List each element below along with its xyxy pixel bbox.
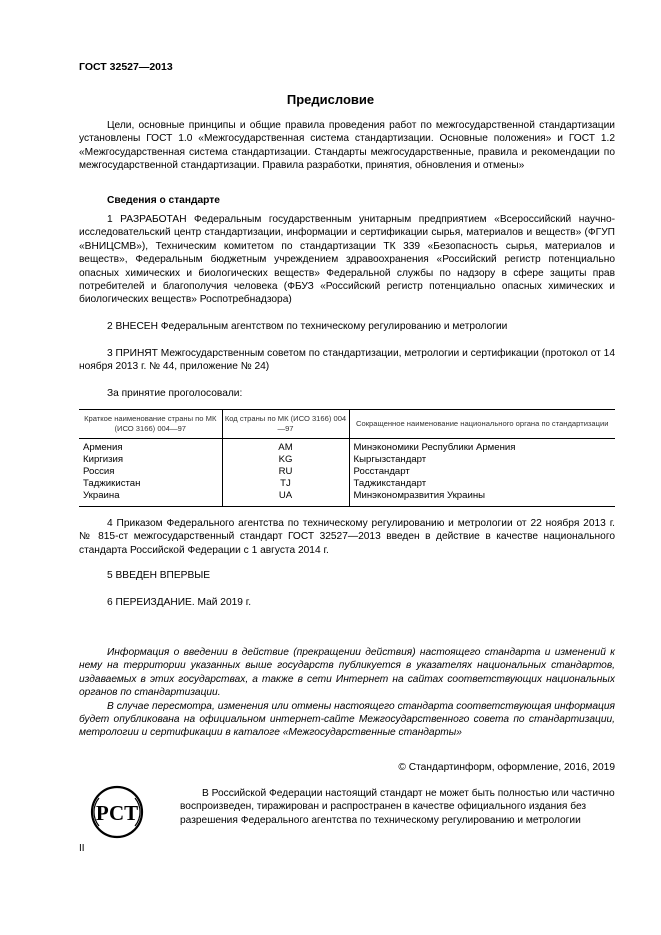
document-code: ГОСТ 32527—2013 — [79, 61, 173, 73]
country-name: Украина — [79, 490, 222, 507]
table-row — [79, 454, 615, 466]
table-row — [79, 466, 615, 478]
country-name: Таджикистан — [83, 478, 141, 489]
rst-logo-icon — [79, 784, 155, 840]
page-number: II — [79, 843, 85, 854]
item-1-text: 1 РАЗРАБОТАН Федеральным государственным унитарным предприятием «Всероссийский научно-исследовательский центр стандартизации, информации и сертификации сырья, материалов и веществ» (ФГУП «ВНИЦСМВ»), Техническим комитетом по стандартизации ТК 339 «Безопасность сырья, материалов и веществ», Федеральным бюджетным учреждением здравоохранения «Российский регистр потенциально опасных химических и биологических веществ» Федеральной службы по надзору в сфере защиты прав потребителей и благополучия человека (ФБУЗ «Российский регистр потенциально опасных химических и биологических веществ» Роспотребнадзора) — [79, 214, 615, 306]
country-code: TJ — [222, 478, 349, 490]
item-2 — [79, 320, 615, 333]
intro-paragraph — [79, 119, 615, 173]
item-1 — [79, 213, 615, 307]
info-note-2: В случае пересмотра, изменения или отмены настоящего стандарта соответствующая информация будет опубликована на официальном интернет-сайте Межгосударственного совета по стандартизации, метрологии и сертификации в каталоге «Межгосударственные стандарты» — [79, 700, 615, 739]
item-3-text: 3 ПРИНЯТ Межгосударственным советом по стандартизации, метрологии и сертификации (протокол от 14 ноября 2013 г. № 44, приложение № 24) — [79, 348, 615, 373]
country-code: AM — [222, 439, 349, 455]
header-national-body: Сокращенное наименование национального органа по стандартизации — [349, 410, 615, 439]
table-row — [79, 478, 615, 490]
national-body: Минэкономразвития Украины — [349, 490, 615, 507]
page-title: Предисловие — [286, 92, 375, 107]
vote-intro-text: За принятие проголосовали: — [107, 388, 243, 399]
item-3 — [79, 347, 615, 374]
vote-table — [79, 409, 615, 507]
info-notes — [79, 646, 615, 740]
table-row — [79, 490, 615, 507]
vote-table-header — [79, 410, 615, 439]
country-name: Россия — [83, 466, 115, 477]
country-code: KG — [222, 454, 349, 466]
info-note-1: Информация о введении в действие (прекращении действия) настоящего стандарта и изменений к нему на территории указанных выше государств публикуется в указателях национальных стандартов, издаваемых в этих государствах, а также в сети Интернет на сайтах соответствующих национальных органов по стандартизации. — [79, 647, 615, 699]
national-body: Росстандарт — [349, 466, 615, 478]
item-6-text: 6 ПЕРЕИЗДАНИЕ. Май 2019 г. — [107, 597, 252, 608]
country-name: Киргизия — [83, 454, 124, 465]
item-4-text: 4 Приказом Федерального агентства по техническому регулированию и метрологии от 22 ноября 2013 г. № 815-ст межгосударственный стандарт ГОСТ 32527—2013 введен в действие в качестве национального стандарта Российской Федерации с 1 августа 2014 г. — [79, 518, 615, 556]
item-5-text: 5 ВВЕДЕН ВПЕРВЫЕ — [107, 570, 211, 581]
reproduction-notice-text: В Российской Федерации настоящий стандарт не может быть полностью или частично воспроизведен, тиражирован и распространен в качестве официального издания без разрешения Федерального агентства по техническому регулированию и метрологии — [180, 788, 615, 826]
standard-info-heading: Сведения о стандарте — [107, 195, 220, 206]
item-5 — [79, 569, 615, 582]
header-country-name: Краткое наименование страны по МК (ИСО 3166) 004—97 — [79, 410, 222, 439]
country-code: UA — [222, 490, 349, 507]
item-4 — [79, 517, 615, 557]
national-body: Таджикстандарт — [349, 478, 615, 490]
item-6 — [79, 596, 615, 609]
national-body: Минэкономики Республики Армения — [349, 439, 615, 455]
national-body: Кыргызстандарт — [349, 454, 615, 466]
reproduction-notice — [180, 787, 615, 827]
header-country-code: Код страны по МК (ИСО 3166) 004—97 — [222, 410, 349, 439]
country-name: Армения — [83, 442, 123, 453]
country-code: RU — [222, 466, 349, 478]
svg-text:РСТ: РСТ — [95, 801, 139, 825]
item-2-text: 2 ВНЕСЕН Федеральным агентством по техническому регулированию и метрологии — [107, 321, 508, 332]
table-row — [79, 439, 615, 455]
copyright: © Стандартинформ, оформление, 2016, 2019 — [398, 762, 615, 773]
vote-intro — [79, 387, 615, 400]
intro-text: Цели, основные принципы и общие правила проведения работ по межгосударственной стандартизации установлены ГОСТ 1.0 «Межгосударственная система стандартизации. Основные положения» и ГОСТ 1.2 «Межгосударственная система стандартизации. Стандарты межгосударственные, правила и рекомендации по межгосударственной стандартизации. Правила разработки, принятия, обновления и отмены» — [79, 120, 615, 172]
